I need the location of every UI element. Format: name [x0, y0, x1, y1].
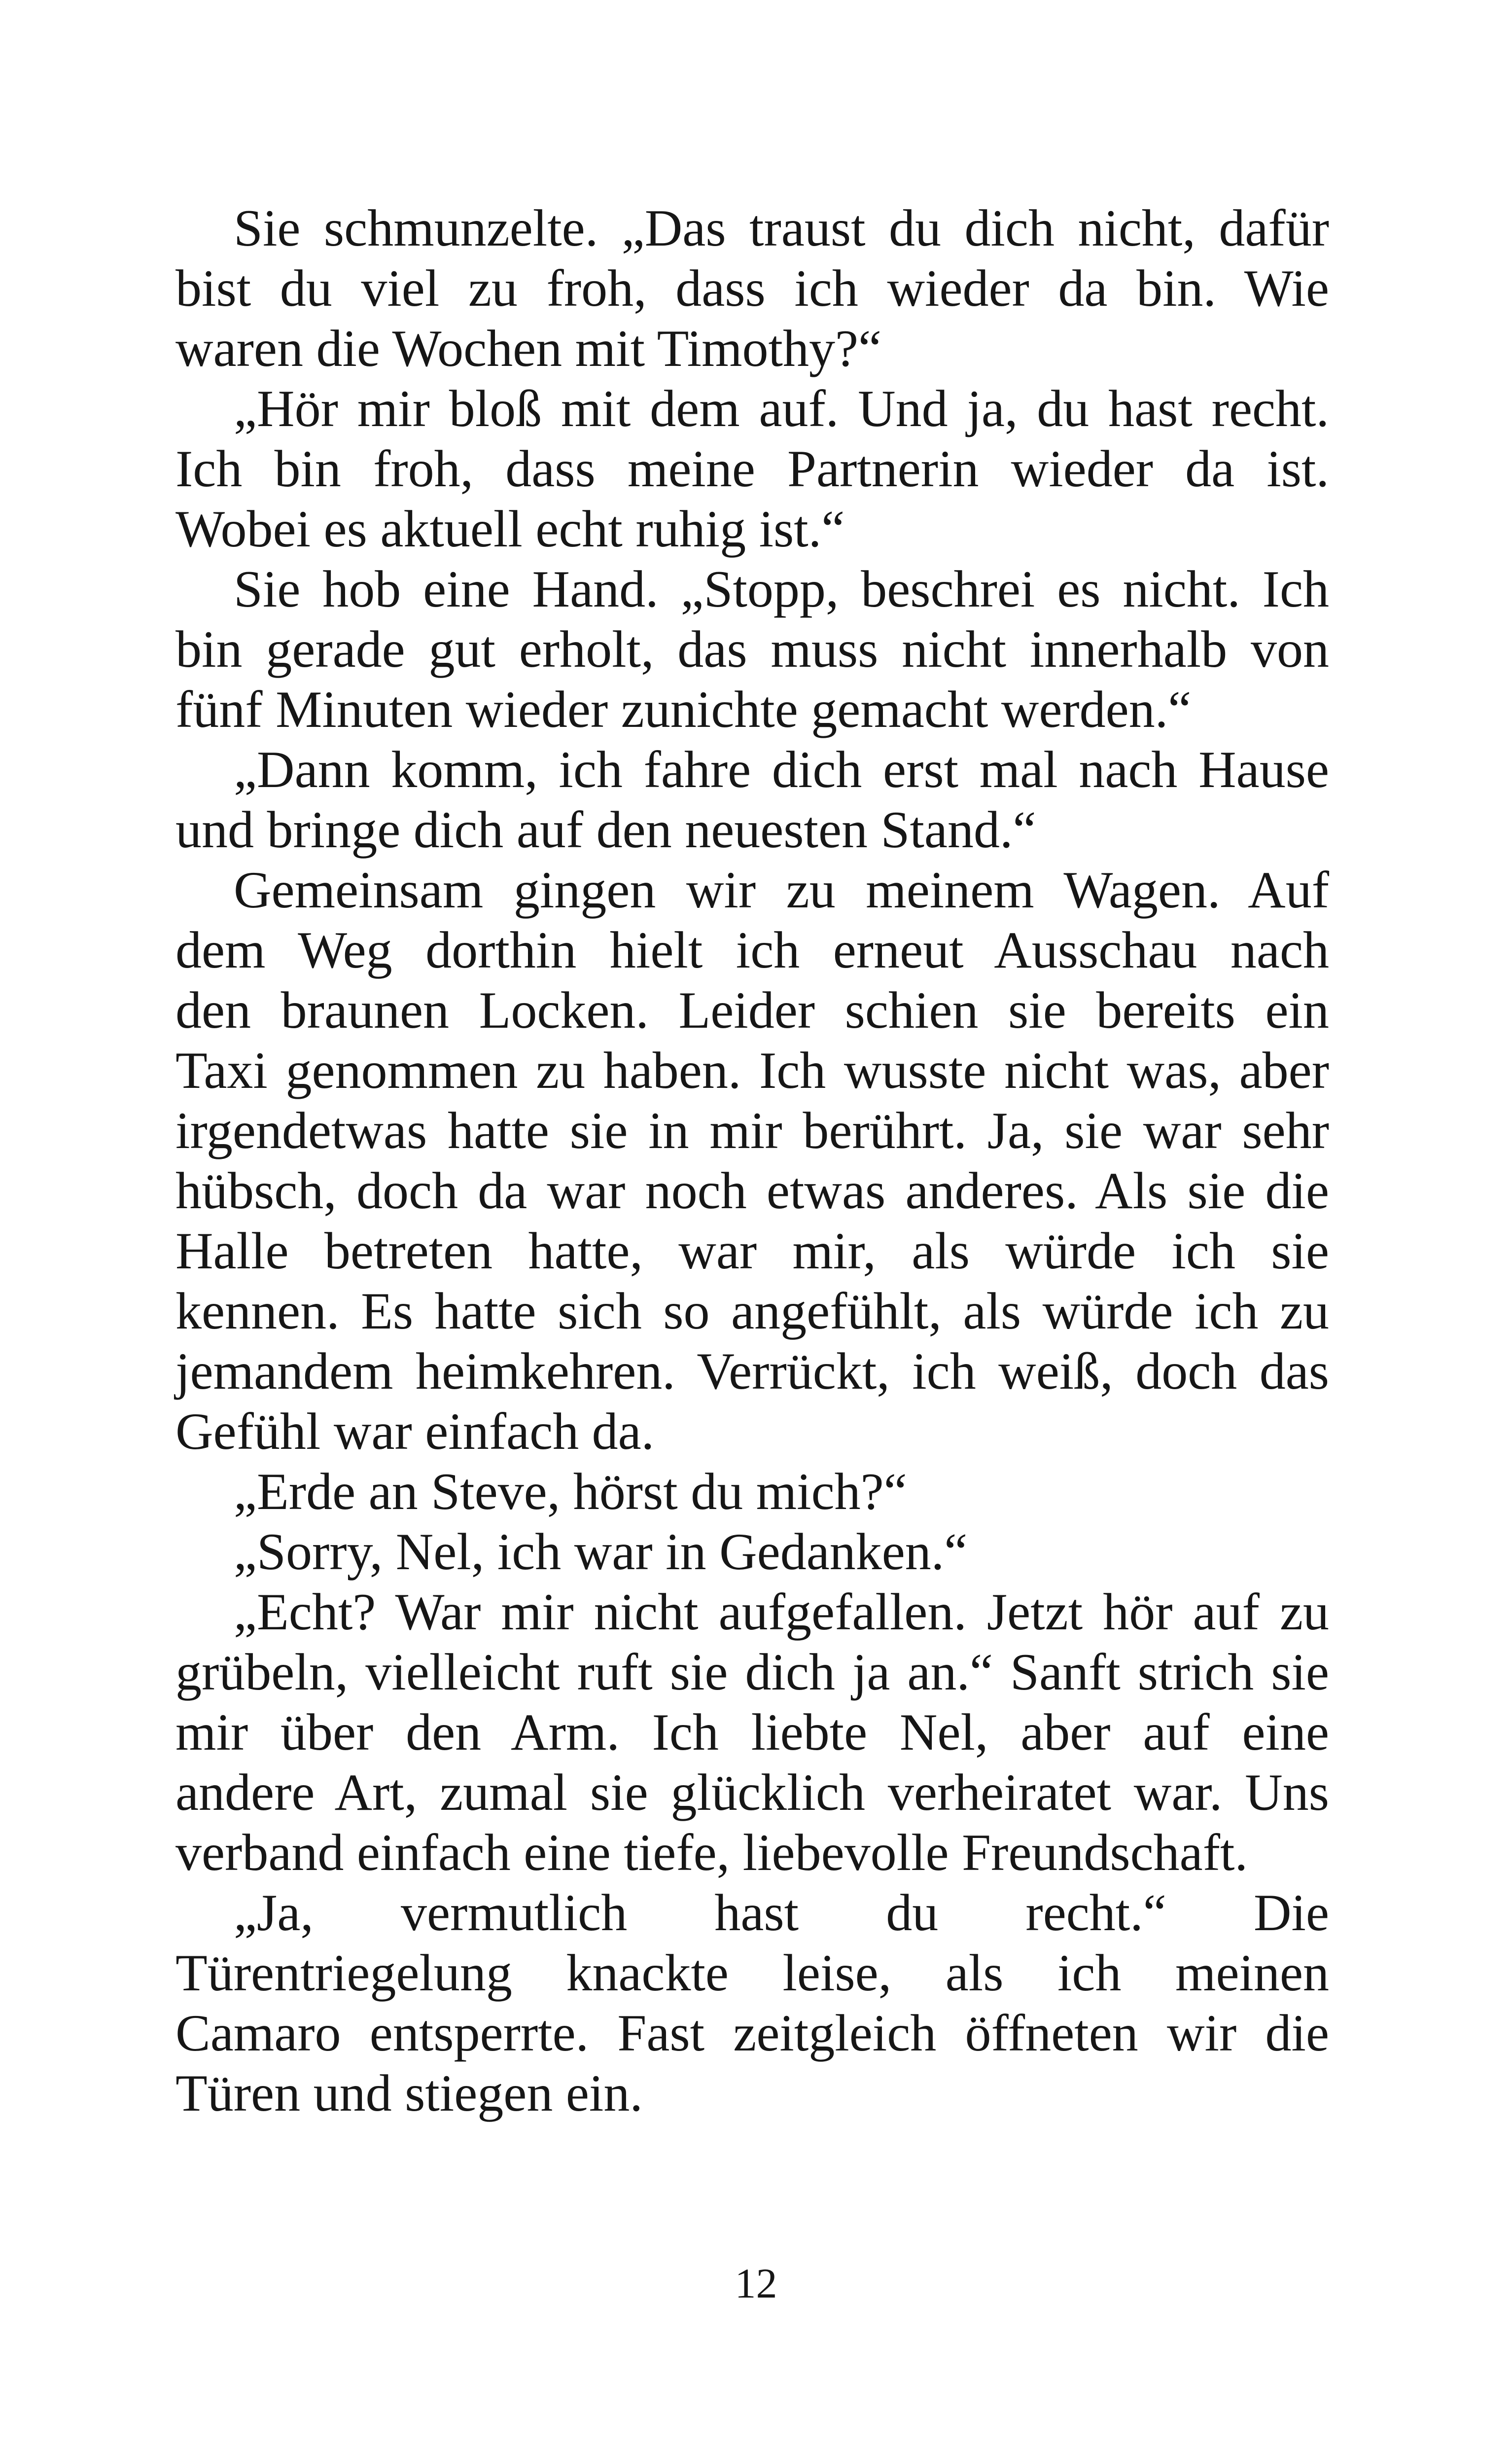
text-line: andere Art, zumal sie glücklich verheiratet war. Uns [176, 1763, 1329, 1821]
text-line: „Echt? War mir nicht aufgefallen. Jetzt hör auf zu [234, 1583, 1329, 1641]
text-line: waren die Wochen mit Timothy?“ [176, 320, 882, 377]
text-line: „Sorry, Nel, ich war in Gedanken.“ [234, 1523, 968, 1581]
text-line: „Dann komm, ich fahre dich erst mal nach Hause [234, 741, 1329, 798]
text-line: den braunen Locken. Leider schien sie bereits ein [176, 981, 1329, 1039]
text-line: mir über den Arm. Ich liebte Nel, aber auf eine [176, 1703, 1329, 1761]
text-line: verband einfach eine tiefe, liebevolle Freundschaft. [176, 1824, 1248, 1881]
page-number: 12 [735, 2260, 777, 2307]
text-line: hübsch, doch da war noch etwas anderes. Als sie die [176, 1162, 1329, 1220]
text-line: fünf Minuten wieder zunichte gemacht werden.“ [176, 681, 1192, 738]
text-line: Halle betreten hatte, war mir, als würde ich sie [176, 1222, 1329, 1280]
text-line: Gemeinsam gingen wir zu meinem Wagen. Auf [234, 861, 1329, 919]
text-line: dem Weg dorthin hielt ich erneut Ausschau nach [176, 921, 1329, 979]
text-line: Sie schmunzelte. „Das traust du dich nicht, dafür [234, 199, 1329, 257]
text-line: Ich bin froh, dass meine Partnerin wieder da ist. [176, 440, 1329, 498]
text-line: und bringe dich auf den neuesten Stand.“ [176, 801, 1036, 859]
text-line: „Hör mir bloß mit dem auf. Und ja, du hast recht. [234, 380, 1329, 437]
text-line: Türen und stiegen ein. [176, 2064, 643, 2122]
text-line: kennen. Es hatte sich so angefühlt, als würde ich zu [176, 1282, 1329, 1340]
text-line: Wobei es aktuell echt ruhig ist.“ [176, 500, 845, 558]
text-line: Gefühl war einfach da. [176, 1402, 655, 1460]
text-line: bin gerade gut erholt, das muss nicht innerhalb von [176, 620, 1329, 678]
text-line: Taxi genommen zu haben. Ich wusste nicht was, aber [176, 1042, 1329, 1099]
text-line: „Erde an Steve, hörst du mich?“ [234, 1463, 907, 1520]
text-line: grübeln, vielleicht ruft sie dich ja an.“ Sanft strich sie [176, 1643, 1329, 1701]
text-line: bist du viel zu froh, dass ich wieder da bin. Wie [176, 259, 1329, 317]
text-line: „Ja, vermutlich hast du recht.“ Die [234, 1884, 1329, 1942]
text-line: irgendetwas hatte sie in mir berührt. Ja, sie war sehr [176, 1102, 1329, 1159]
body-text [176, 198, 1329, 2123]
text-line: jemandem heimkehren. Verrückt, ich weiß, doch das [176, 1342, 1329, 1400]
text-line: Camaro entsperrte. Fast zeitgleich öffneten wir die [176, 2004, 1329, 2062]
text-line: Sie hob eine Hand. „Stopp, beschrei es nicht. Ich [234, 560, 1329, 618]
text-line: Türentriegelung knackte leise, als ich meinen [176, 1944, 1329, 2002]
